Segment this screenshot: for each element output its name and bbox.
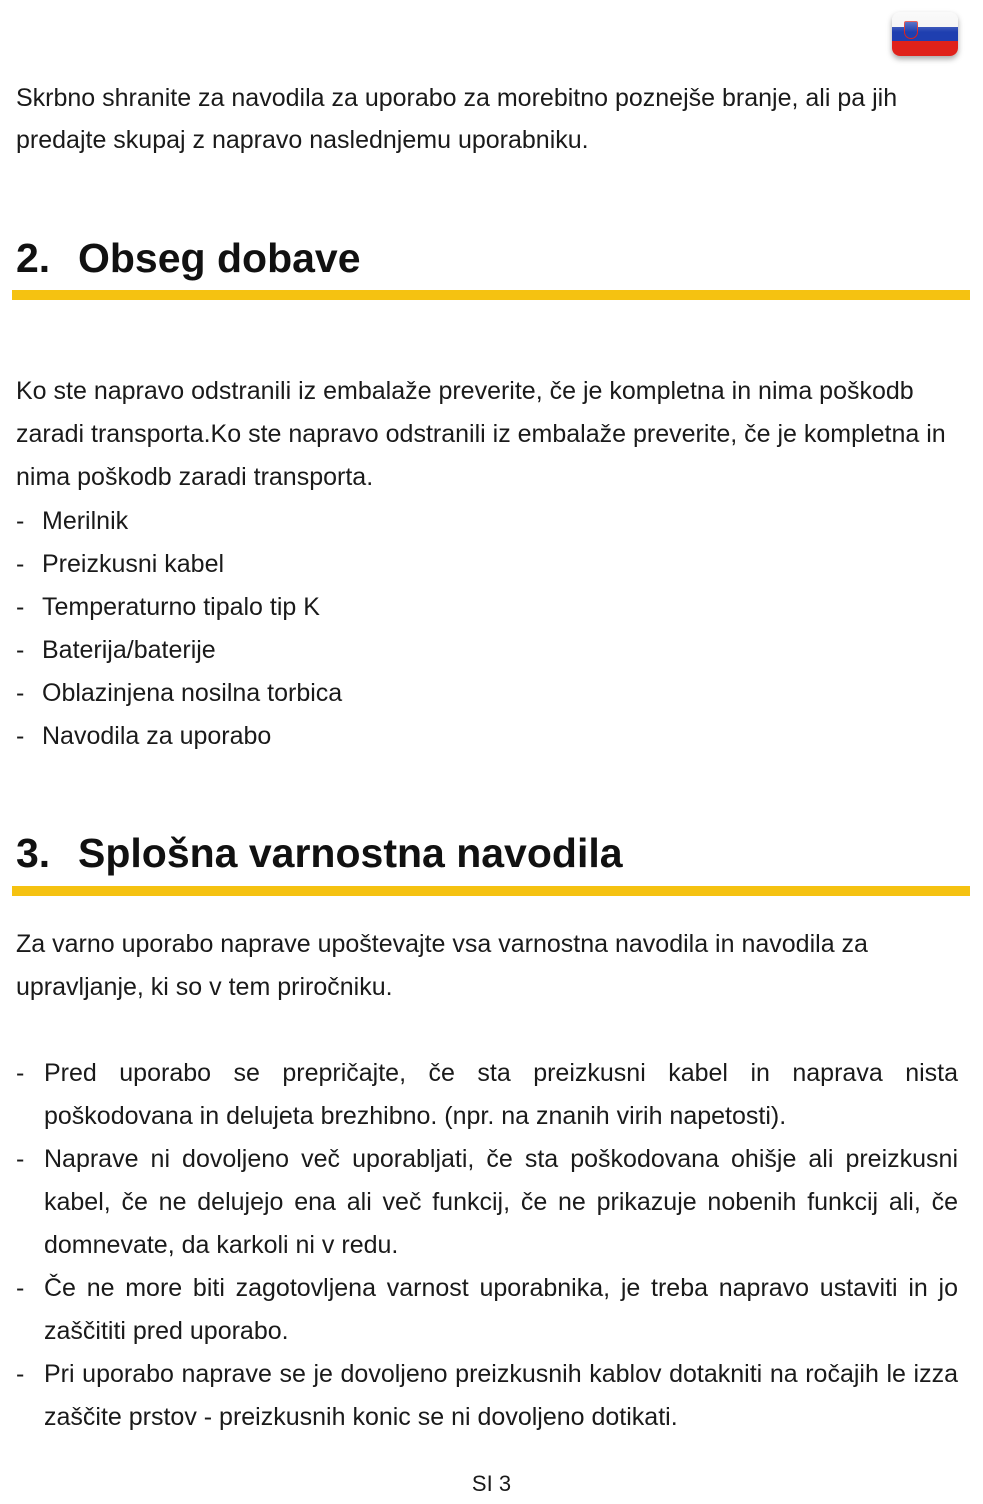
list-item: - Naprave ni dovoljeno več uporabljati, če sta poškodovana ohišje ali preizkusni kabel, če ne delujejo ena ali več funkcij, če ne prikazuje nobenih funkcij ali, če domnevate, da karkoli ni v redu. — [16, 1145, 958, 1259]
section-3-number: 3. — [16, 830, 51, 876]
slovenia-flag-icon — [892, 12, 958, 56]
list-item: - Navodila za uporabo — [16, 722, 272, 750]
section-2-divider — [12, 290, 970, 300]
list-item: - Pri uporabo naprave se je dovoljeno preizkusnih kablov dotakniti na ročajih le izza zaščite prstov - preizkusnih konic se ni dovoljeno dotikati. — [16, 1360, 958, 1431]
list-item: - Oblazinjena nosilna torbica — [16, 679, 343, 707]
safety-list — [16, 1052, 958, 1439]
section-2-title: Obseg dobave — [78, 235, 361, 281]
section-3-divider — [12, 886, 970, 896]
section-2-paragraph: Ko ste napravo odstranili iz embalaže preverite, če je kompletna in nima poškodb zaradi transporta.Ko ste napravo odstranili iz embalaže preverite, če je kompletna in nima poškodb zaradi transporta. — [16, 377, 946, 491]
intro-paragraph: Skrbno shranite za navodila za uporabo za morebitno poznejše branje, ali pa jih predajte skupaj z napravo naslednjemu uporabniku. — [16, 84, 898, 154]
list-item: - Pred uporabo se prepričajte, če sta preizkusni kabel in naprava nista poškodovana in delujeta brezhibno. (npr. na znanih virih napetosti). — [16, 1059, 958, 1130]
section-3-title: Splošna varnostna navodila — [78, 830, 623, 876]
list-item: - Merilnik — [16, 507, 129, 535]
list-item: - Temperaturno tipalo tip K — [16, 593, 320, 621]
section-2-heading — [16, 234, 361, 282]
section-3-paragraph: Za varno uporabo naprave upoštevajte vsa varnostna navodila in navodila za upravljanje, ki so v tem priročniku. — [16, 930, 868, 1001]
list-item: - Baterija/baterije — [16, 636, 216, 664]
delivery-list — [16, 500, 958, 758]
page-number: SI 3 — [471, 1471, 512, 1496]
list-item: - Preizkusni kabel — [16, 550, 225, 578]
list-item: - Če ne more biti zagotovljena varnost uporabnika, je treba napravo ustaviti in jo zaščititi pred uporabo. — [16, 1274, 958, 1345]
section-2-number: 2. — [16, 235, 51, 281]
section-3-heading — [16, 829, 623, 877]
